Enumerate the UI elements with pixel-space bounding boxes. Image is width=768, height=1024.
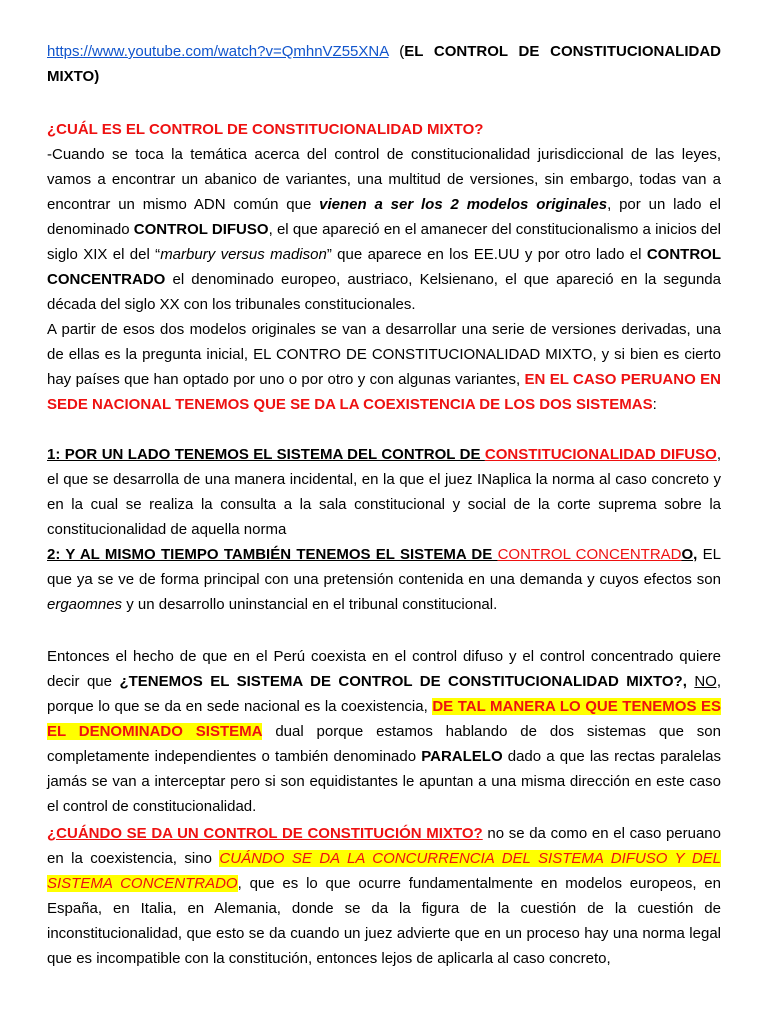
highlighted-text: DE TAL MANERA LO QUE TENEMOS ES EL DENOMINADO SISTEMA [47, 698, 722, 740]
bold-question: ¿TENEMOS EL SISTEMA DE CONTROL DE CONSTITUCIONALIDAD MIXTO?, [119, 673, 687, 690]
red-text: CONTROL CONCENTRAD [497, 546, 682, 563]
section-heading [47, 117, 721, 142]
red-bold-question: ¿CUÁNDO SE DA UN CONTROL DE CONSTITUCIÓN MIXTO? [47, 825, 483, 842]
text-run: dado a que las rectas paralelas jamás se van a interceptar pero si son equidistantes le apuntan a una misma dirección en este caso el control de constitucionalidad. [47, 748, 721, 815]
heading-text: ¿CUÁL ES EL CONTROL DE CONSTITUCIONALIDAD MIXTO? [47, 121, 484, 138]
list-item-2 [47, 542, 721, 617]
paragraph-models [47, 142, 721, 317]
source-open-paren: ( [388, 43, 405, 60]
bold-text: PARALELO [421, 748, 503, 765]
youtube-link[interactable]: https://www.youtube.com/watch?v=QmhnVZ55XNA [47, 43, 389, 60]
text-run: el denominado europeo, austriaco, Kelsienano, el que apareció en la segunda década del siglo XX con los tribunales constitucionales. [47, 271, 721, 313]
text-run: , el que apareció en el amanecer del constitucionalismo a inicios del siglo XIX el del “ [47, 221, 721, 263]
source-line [47, 39, 721, 89]
text-run: -Cuando se toca la temática acerca del control de constitucionalidad jurisdiccional de las leyes, vamos a encontrar un abanico de variantes, una multitud de versiones, sin embargo, todas van a encontrar un mismo ADN común que [47, 146, 721, 213]
paragraph-derived-versions [47, 317, 721, 417]
paragraph-coexistence [47, 644, 721, 819]
text-run: porque lo que se da en sede nacional es la coexistencia, [47, 698, 433, 715]
emphasis-text: vienen a ser los 2 modelos originales [319, 196, 608, 213]
text-run: EL que ya se ve de forma principal con una pretensión contenida en una demanda y cuyos efectos son [47, 546, 721, 588]
text-run: , por un lado el denominado [47, 196, 721, 238]
text-run: no se da como en el caso peruano en la coexistencia, sino [47, 825, 721, 867]
paragraph-mixed-control [47, 821, 721, 971]
text-run: , el que se desarrolla de una manera incidental, en la que el juez INaplica la norma al caso concreto y en la cual se realiza la consulta a la sala constitucional y social de la corte suprema sobre la constitucionalidad de aquella norma [47, 446, 721, 538]
list-item-lead: 1: POR UN LADO TENEMOS EL SISTEMA DEL CONTROL DE [47, 446, 485, 463]
underlined-answer: NO, [694, 673, 721, 690]
text-run: A partir de esos dos modelos originales se van a desarrollar una serie de versiones derivadas, una de ellas es la pregunta inicial, EL CONTRO DE CONSTITUCIONALIDAD MIXTO, y si bien es cierto hay países que han optado por uno o por otro y con algunas variantes, [47, 321, 721, 388]
list-item-lead-end: O, [681, 546, 698, 563]
list-item-lead: 2: Y AL MISMO TIEMPO TAMBIÉN TENEMOS EL SISTEMA DE [47, 546, 498, 563]
text-run: ” que aparece en los EE.UU y por otro lado el [326, 246, 647, 263]
text-run: dual porque estamos hablando de dos sistemas que son completamente independientes o también denominado [47, 723, 721, 765]
source-title: EL CONTROL DE CONSTITUCIONALIDAD MIXTO) [47, 43, 721, 85]
bold-text: CONTROL CONCENTRADO [47, 246, 721, 288]
text-run: , que es lo que ocurre fundamentalmente en modelos europeos, en España, en Italia, en Alemania, donde se da la figura de la cuestión de la cuestión de inconstitucionalidad, que esto se da cuando un juez advierte que en un proceso hay una norma legal que es incompatible con la constitución, entonces lejos de aplicarla al caso concreto, [47, 875, 721, 967]
red-bold-text: CONSTITUCIONALIDAD DIFUSO [484, 446, 717, 463]
text-run: Entonces el hecho de que en el Perú coexista en el control difuso y el control concentrado quiere decir que [47, 648, 721, 690]
italic-text: ergaomnes [47, 596, 123, 613]
bold-text: CONTROL DIFUSO [133, 221, 269, 238]
list-item-1 [47, 442, 721, 542]
italic-text: marbury versus madison [160, 246, 327, 263]
highlighted-italic-text: CUÁNDO SE DA LA CONCURRENCIA DEL SISTEMA DIFUSO Y DEL SISTEMA CONCENTRADO [47, 850, 722, 892]
red-bold-text: EN EL CASO PERUANO EN SEDE NACIONAL TENEMOS QUE SE DA LA COEXISTENCIA DE LOS DOS SISTEMAS [47, 371, 721, 413]
text-run: : [652, 396, 657, 413]
text-run: y un desarrollo uninstancial en el tribunal constitucional. [122, 596, 498, 613]
